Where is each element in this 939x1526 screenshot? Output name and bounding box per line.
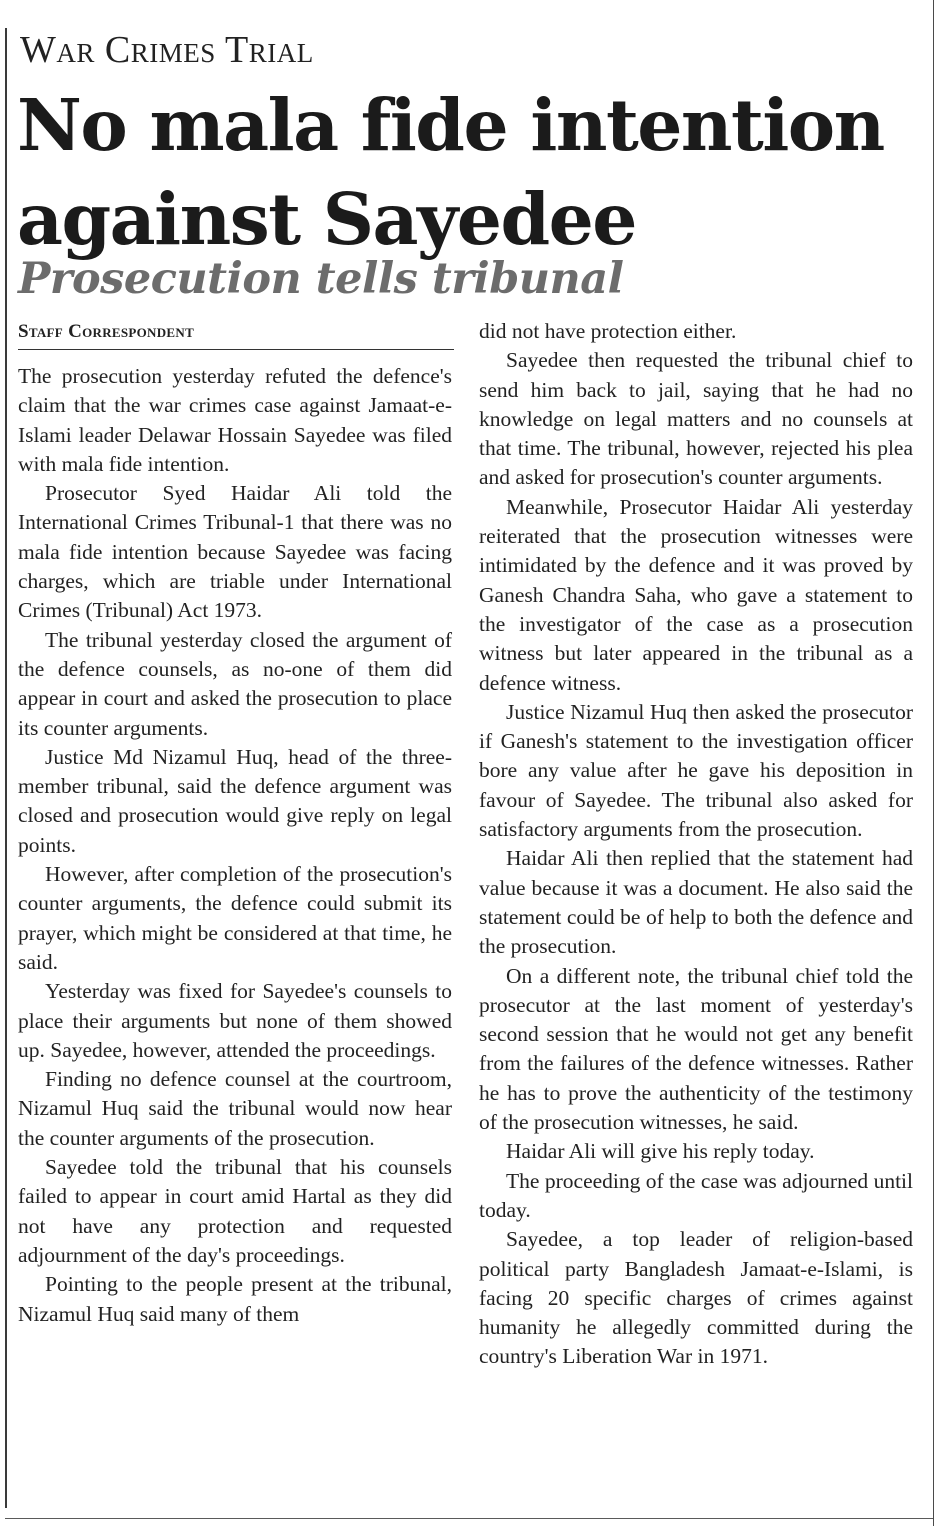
- article-byline: Staff Correspondent: [18, 321, 454, 350]
- paragraph: Haidar Ali will give his reply today.: [506, 1139, 815, 1164]
- paragraph: Meanwhile, Prosecutor Haidar Ali yesterday reiterated that the prosecution witnesses were intimidated by the defence and it was proved by Ganesh Chandra Saha, who gave a statement to the investigator of the case as a prosecution witness but later appeared in the tribunal as a defence witness.: [479, 494, 913, 695]
- article-kicker: War Crimes Trial: [20, 29, 314, 71]
- paragraph: Justice Md Nizamul Huq, head of the three-member tribunal, said the defence argument was closed and prosecution would give reply on legal points.: [18, 744, 452, 857]
- paragraph: Finding no defence counsel at the courtroom, Nizamul Huq said the tribunal would now hear the counter arguments of the prosecution.: [18, 1067, 452, 1150]
- paragraph: On a different note, the tribunal chief told the prosecutor at the last moment of yesterday's second session that he would not get any benefit from the failures of the defence witnesses. Rather he has to prove the authenticity of the testimony of the prosecution witnesses, he said.: [479, 963, 913, 1135]
- paragraph: The prosecution yesterday refuted the defence's claim that the war crimes case against Jamaat-e-Islami leader Delawar Hossain Sayedee was filed with mala fide intention.: [18, 364, 452, 476]
- article-column-right: [479, 317, 913, 1372]
- paragraph: Sayedee told the tribunal that his counsels failed to appear in court amid Hartal as they did not have any protection and requested adjournment of the day's proceedings.: [18, 1155, 452, 1267]
- right-border-rule: [933, 0, 934, 1526]
- paragraph: did not have protection either.: [479, 319, 737, 343]
- paragraph: Prosecutor Syed Haidar Ali told the International Crimes Tribunal-1 that there was no mala fide intention because Sayedee was facing charges, which are triable under International Crimes (Tribunal) Act 1973.: [18, 481, 452, 623]
- paragraph: Sayedee, a top leader of religion-based political party Bangladesh Jamaat-e-Islami, is facing 20 specific charges of crimes against humanity he allegedly committed during the country's Liberation War in 1971.: [479, 1227, 913, 1369]
- paragraph: Haidar Ali then replied that the statement had value because it was a document. He also said the statement could be of help to both the defence and the prosecution.: [479, 846, 913, 959]
- paragraph: However, after completion of the prosecution's counter arguments, the defence could submit its prayer, which might be considered at that time, he said.: [18, 862, 452, 974]
- paragraph: Justice Nizamul Huq then asked the prosecutor if Ganesh's statement to the investigation officer bore any value after he gave his deposition in favour of Sayedee. The tribunal also asked for satisfactory arguments from the prosecution.: [479, 699, 913, 842]
- paragraph: Sayedee then requested the tribunal chief to send him back to jail, saying that he had no knowledge on legal matters and no counsels at that time. The tribunal, however, rejected his plea and asked for prosecution's counter arguments.: [479, 348, 913, 490]
- article-column-left: [18, 362, 452, 1329]
- left-border-rule: [5, 28, 7, 1508]
- paragraph: Yesterday was fixed for Sayedee's counsels to place their arguments but none of them showed up. Sayedee, however, attended the proceedings.: [18, 979, 452, 1062]
- paragraph: Pointing to the people present at the tribunal, Nizamul Huq said many of them: [18, 1272, 452, 1326]
- bottom-border-rule: [5, 1518, 933, 1519]
- article-headline: No mala fide intention against Sayedee: [17, 83, 884, 261]
- article-subheadline: Prosecution tells tribunal: [18, 254, 624, 304]
- paragraph: The tribunal yesterday closed the argument of the defence counsels, as no-one of them did appear in court and asked the prosecution to place its counter arguments.: [18, 627, 452, 740]
- paragraph: The proceeding of the case was adjourned until today.: [479, 1168, 913, 1222]
